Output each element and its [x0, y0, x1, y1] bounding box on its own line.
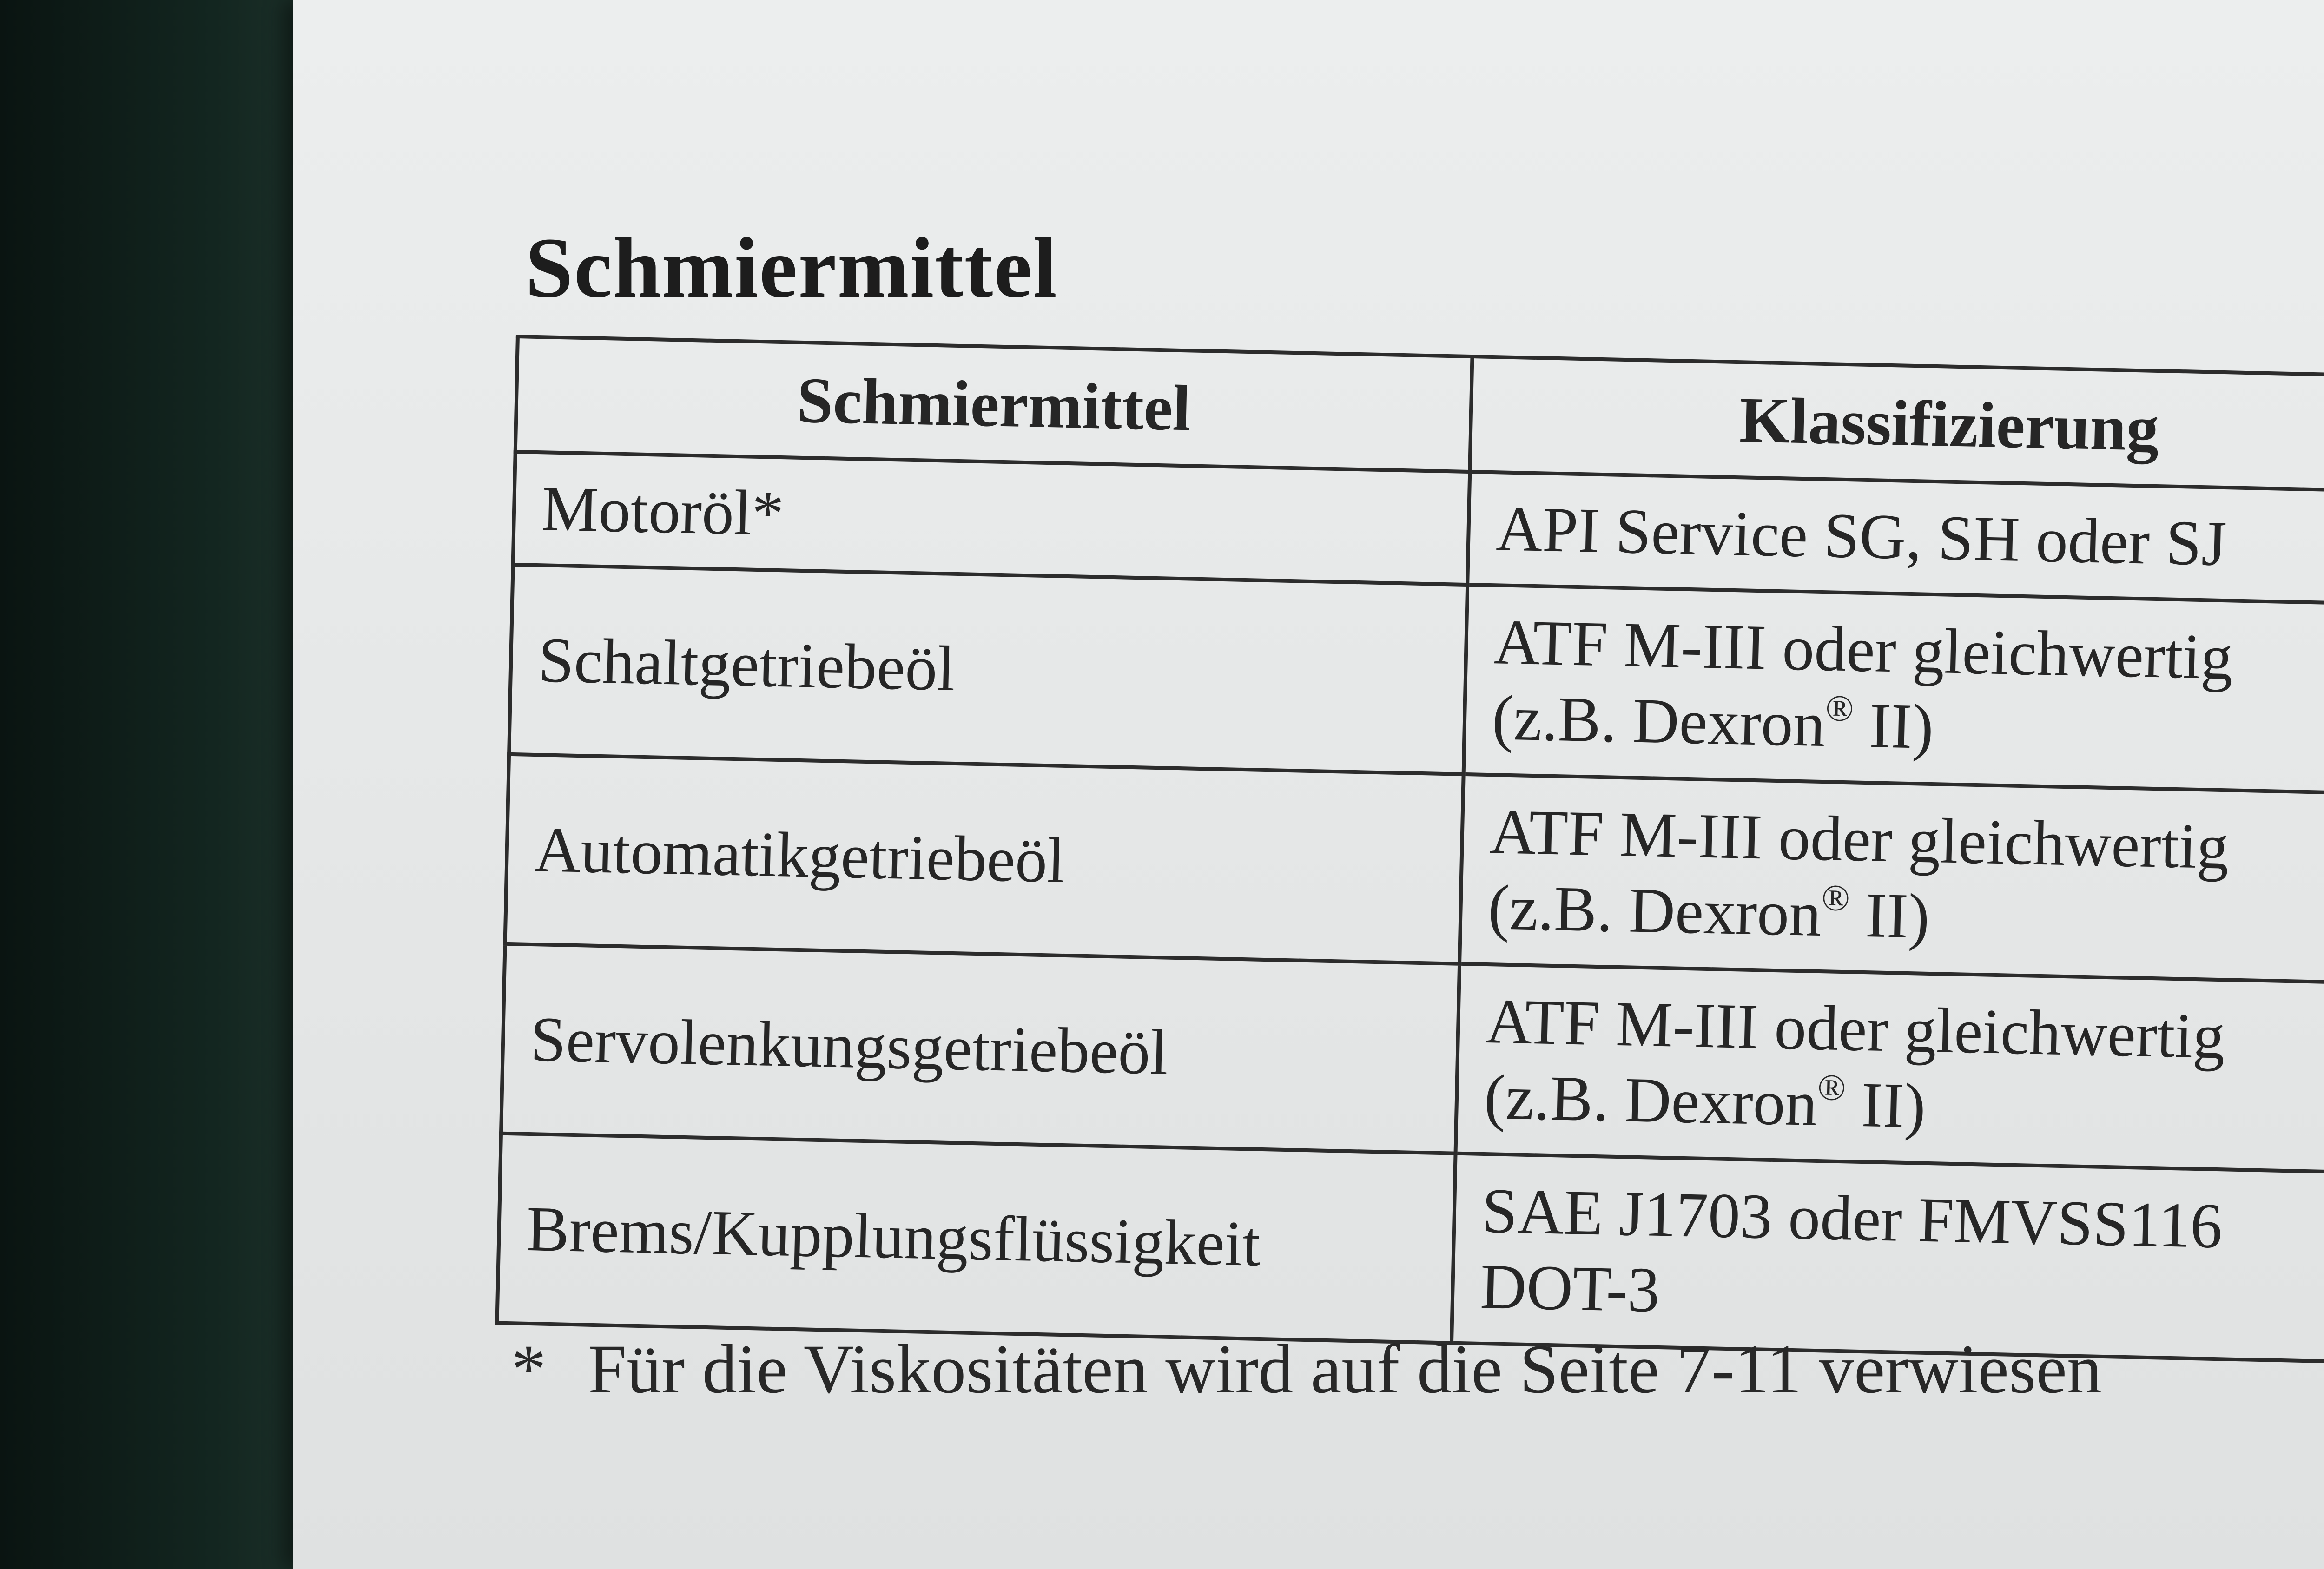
- registered-mark: ®: [1817, 1067, 1847, 1109]
- classification-line: ATF M-III oder gleichwertig: [1489, 796, 2230, 883]
- column-header-lubricant: Schmiermittel: [515, 336, 1472, 472]
- classification-example-suffix: II): [1849, 879, 1930, 952]
- classification-example: (z.B. Dexron: [1483, 1061, 1818, 1139]
- lubricant-cell: Motoröl*: [513, 452, 1470, 585]
- lubricant-cell: Automatikgetriebeöl: [505, 754, 1464, 964]
- column-header-classification: Klassifizierung: [1470, 356, 2324, 492]
- classification-line: API Service SG, SH oder SJ: [1495, 493, 2227, 580]
- classification-cell: [1467, 472, 2324, 605]
- lubricants-table: [495, 335, 2324, 1365]
- lubricant-cell: Brems/Kupplungsflüssigkeit: [497, 1134, 1455, 1343]
- footnote: [511, 1329, 2102, 1409]
- classification-cell: [1456, 964, 2324, 1173]
- lubricant-cell: Servolenkungsgetriebeöl: [501, 944, 1459, 1154]
- section-title: Schmiermittel: [525, 220, 1058, 316]
- registered-mark: ®: [1825, 688, 1855, 730]
- classification-line: DOT-3: [1479, 1250, 1661, 1325]
- footnote-marker: *: [511, 1331, 546, 1408]
- dark-background-edge: [0, 0, 307, 1569]
- classification-example-suffix: II): [1853, 689, 1934, 763]
- lubricant-cell: Schaltgetriebeöl: [509, 565, 1467, 774]
- classification-cell: [1464, 585, 2324, 794]
- classification-example: (z.B. Dexron: [1487, 871, 1822, 950]
- classification-example: (z.B. Dexron: [1491, 682, 1826, 760]
- classification-line: SAE J1703 oder FMVSS116: [1481, 1175, 2224, 1262]
- classification-cell: [1459, 774, 2324, 984]
- classification-line: ATF M-III oder gleichwertig: [1493, 606, 2234, 693]
- classification-line: ATF M-III oder gleichwertig: [1485, 985, 2226, 1072]
- classification-example-suffix: II): [1844, 1068, 1927, 1141]
- table-row: [497, 1134, 2324, 1363]
- footnote-text: Für die Viskositäten wird auf die Seite 7-11 verwiesen: [588, 1331, 2102, 1408]
- registered-mark: ®: [1821, 877, 1850, 919]
